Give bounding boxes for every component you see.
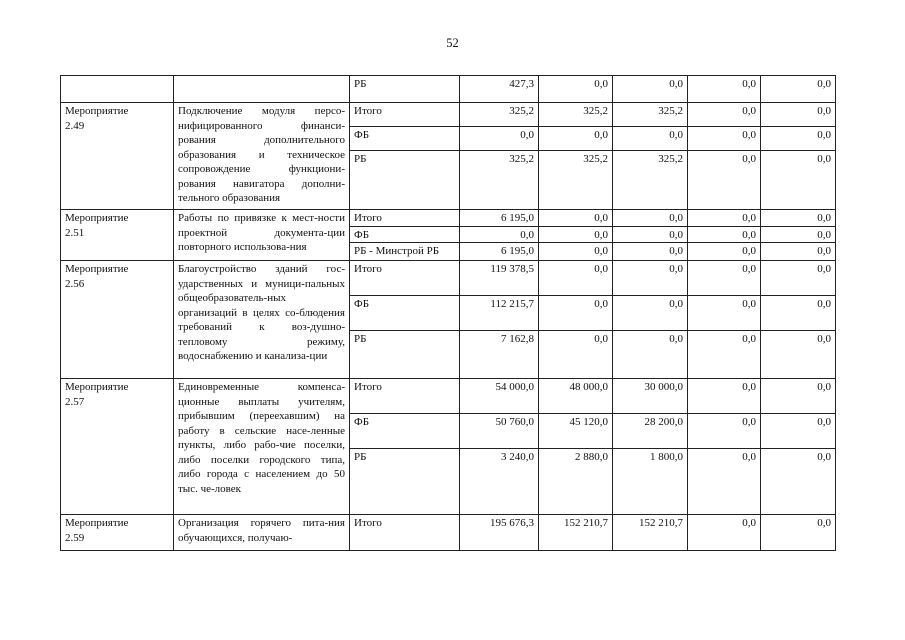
- table-row: [61, 379, 836, 414]
- amount-cell: 6 195,0: [460, 210, 539, 227]
- measure-name: Мероприятие 2.49: [61, 103, 174, 210]
- amount-cell: 0,0: [688, 151, 761, 210]
- amount-cell: 0,0: [761, 331, 836, 379]
- amount-cell: 1 800,0: [613, 449, 688, 515]
- amount-cell: 152 210,7: [613, 515, 688, 551]
- amount-cell: 7 162,8: [460, 331, 539, 379]
- measure-name: [61, 76, 174, 103]
- amount-cell: 0,0: [539, 210, 613, 227]
- amount-cell: 0,0: [761, 103, 836, 127]
- funding-source: РБ: [350, 331, 460, 379]
- amount-cell: 0,0: [613, 226, 688, 243]
- amount-cell: 45 120,0: [539, 414, 613, 449]
- measure-description: [174, 76, 350, 103]
- amount-cell: 0,0: [613, 296, 688, 331]
- amount-cell: 6 195,0: [460, 243, 539, 261]
- table-row: [61, 261, 836, 296]
- funding-source: Итого: [350, 103, 460, 127]
- amount-cell: 325,2: [613, 103, 688, 127]
- amount-cell: 0,0: [613, 76, 688, 103]
- amount-cell: 30 000,0: [613, 379, 688, 414]
- amount-cell: 0,0: [613, 210, 688, 227]
- amount-cell: 0,0: [688, 226, 761, 243]
- amount-cell: 0,0: [761, 379, 836, 414]
- funding-source: ФБ: [350, 127, 460, 151]
- measure-description: Единовременные компенса-ционные выплаты учителям, прибывшим (переехавшим) на работу в сельские насе-ленные пункты, либо рабо-чие поселки, либо поселки городского типа, либо города с населением до 50 тыс. че-ловек: [174, 379, 350, 515]
- funding-source: РБ - Минстрой РБ: [350, 243, 460, 261]
- funding-source: РБ: [350, 449, 460, 515]
- measure-description: Работы по привязке к мест-ности проектной документа-ции повторного использова-ния: [174, 210, 350, 261]
- amount-cell: 0,0: [761, 296, 836, 331]
- amount-cell: 0,0: [613, 331, 688, 379]
- funding-source: Итого: [350, 210, 460, 227]
- amount-cell: 0,0: [613, 127, 688, 151]
- amount-cell: 28 200,0: [613, 414, 688, 449]
- amount-cell: 0,0: [688, 414, 761, 449]
- amount-cell: 0,0: [688, 76, 761, 103]
- amount-cell: 0,0: [688, 515, 761, 551]
- amount-cell: 0,0: [688, 261, 761, 296]
- amount-cell: 54 000,0: [460, 379, 539, 414]
- amount-cell: 195 676,3: [460, 515, 539, 551]
- measure-name: Мероприятие 2.51: [61, 210, 174, 261]
- amount-cell: 0,0: [688, 296, 761, 331]
- amount-cell: 112 215,7: [460, 296, 539, 331]
- amount-cell: 0,0: [761, 226, 836, 243]
- amount-cell: 0,0: [613, 261, 688, 296]
- amount-cell: 2 880,0: [539, 449, 613, 515]
- amount-cell: 0,0: [761, 127, 836, 151]
- amount-cell: 427,3: [460, 76, 539, 103]
- measure-description: Подключение модуля персо-нифицированного финанси-рования дополнительного образования и техническое сопровождение функциони-рования навигатора дополни-тельного образования: [174, 103, 350, 210]
- funding-source: Итого: [350, 379, 460, 414]
- table-row: [61, 103, 836, 127]
- amount-cell: 0,0: [688, 103, 761, 127]
- amount-cell: 0,0: [539, 76, 613, 103]
- table-row: [61, 515, 836, 551]
- amount-cell: 119 378,5: [460, 261, 539, 296]
- table-row: [61, 76, 836, 103]
- measure-name: Мероприятие 2.57: [61, 379, 174, 515]
- amount-cell: 152 210,7: [539, 515, 613, 551]
- measure-name: Мероприятие 2.56: [61, 261, 174, 379]
- page-number: 52: [446, 36, 459, 50]
- amount-cell: 0,0: [539, 296, 613, 331]
- amount-cell: 0,0: [761, 76, 836, 103]
- amount-cell: 325,2: [539, 103, 613, 127]
- amount-cell: 0,0: [688, 331, 761, 379]
- amount-cell: 0,0: [539, 261, 613, 296]
- funding-source: РБ: [350, 151, 460, 210]
- amount-cell: 0,0: [761, 515, 836, 551]
- amount-cell: 50 760,0: [460, 414, 539, 449]
- amount-cell: 0,0: [539, 243, 613, 261]
- amount-cell: 0,0: [761, 449, 836, 515]
- amount-cell: 0,0: [460, 127, 539, 151]
- amount-cell: 0,0: [761, 243, 836, 261]
- funding-source: ФБ: [350, 226, 460, 243]
- budget-table: [60, 75, 836, 551]
- funding-source: РБ: [350, 76, 460, 103]
- amount-cell: 0,0: [688, 379, 761, 414]
- amount-cell: 0,0: [688, 449, 761, 515]
- funding-source: ФБ: [350, 414, 460, 449]
- amount-cell: 0,0: [688, 127, 761, 151]
- funding-source: ФБ: [350, 296, 460, 331]
- amount-cell: 0,0: [761, 414, 836, 449]
- amount-cell: 0,0: [688, 243, 761, 261]
- amount-cell: 325,2: [539, 151, 613, 210]
- amount-cell: 0,0: [539, 226, 613, 243]
- amount-cell: 0,0: [688, 210, 761, 227]
- amount-cell: 0,0: [539, 331, 613, 379]
- funding-source: Итого: [350, 261, 460, 296]
- amount-cell: 325,2: [460, 103, 539, 127]
- amount-cell: 0,0: [460, 226, 539, 243]
- funding-source: Итого: [350, 515, 460, 551]
- amount-cell: 325,2: [460, 151, 539, 210]
- amount-cell: 0,0: [761, 151, 836, 210]
- amount-cell: 0,0: [761, 210, 836, 227]
- table-row: [61, 210, 836, 227]
- amount-cell: 48 000,0: [539, 379, 613, 414]
- measure-description: Организация горячего пита-ния обучающихся, получаю-: [174, 515, 350, 551]
- amount-cell: 0,0: [539, 127, 613, 151]
- amount-cell: 325,2: [613, 151, 688, 210]
- amount-cell: 3 240,0: [460, 449, 539, 515]
- measure-name: Мероприятие 2.59: [61, 515, 174, 551]
- measure-description: Благоустройство зданий гос-ударственных и муници-пальных общеобразователь-ных организаций в целях со-блюдения требований к воз-душно-тепловому режиму, водоснабжению и канализа-ции: [174, 261, 350, 379]
- amount-cell: 0,0: [761, 261, 836, 296]
- amount-cell: 0,0: [613, 243, 688, 261]
